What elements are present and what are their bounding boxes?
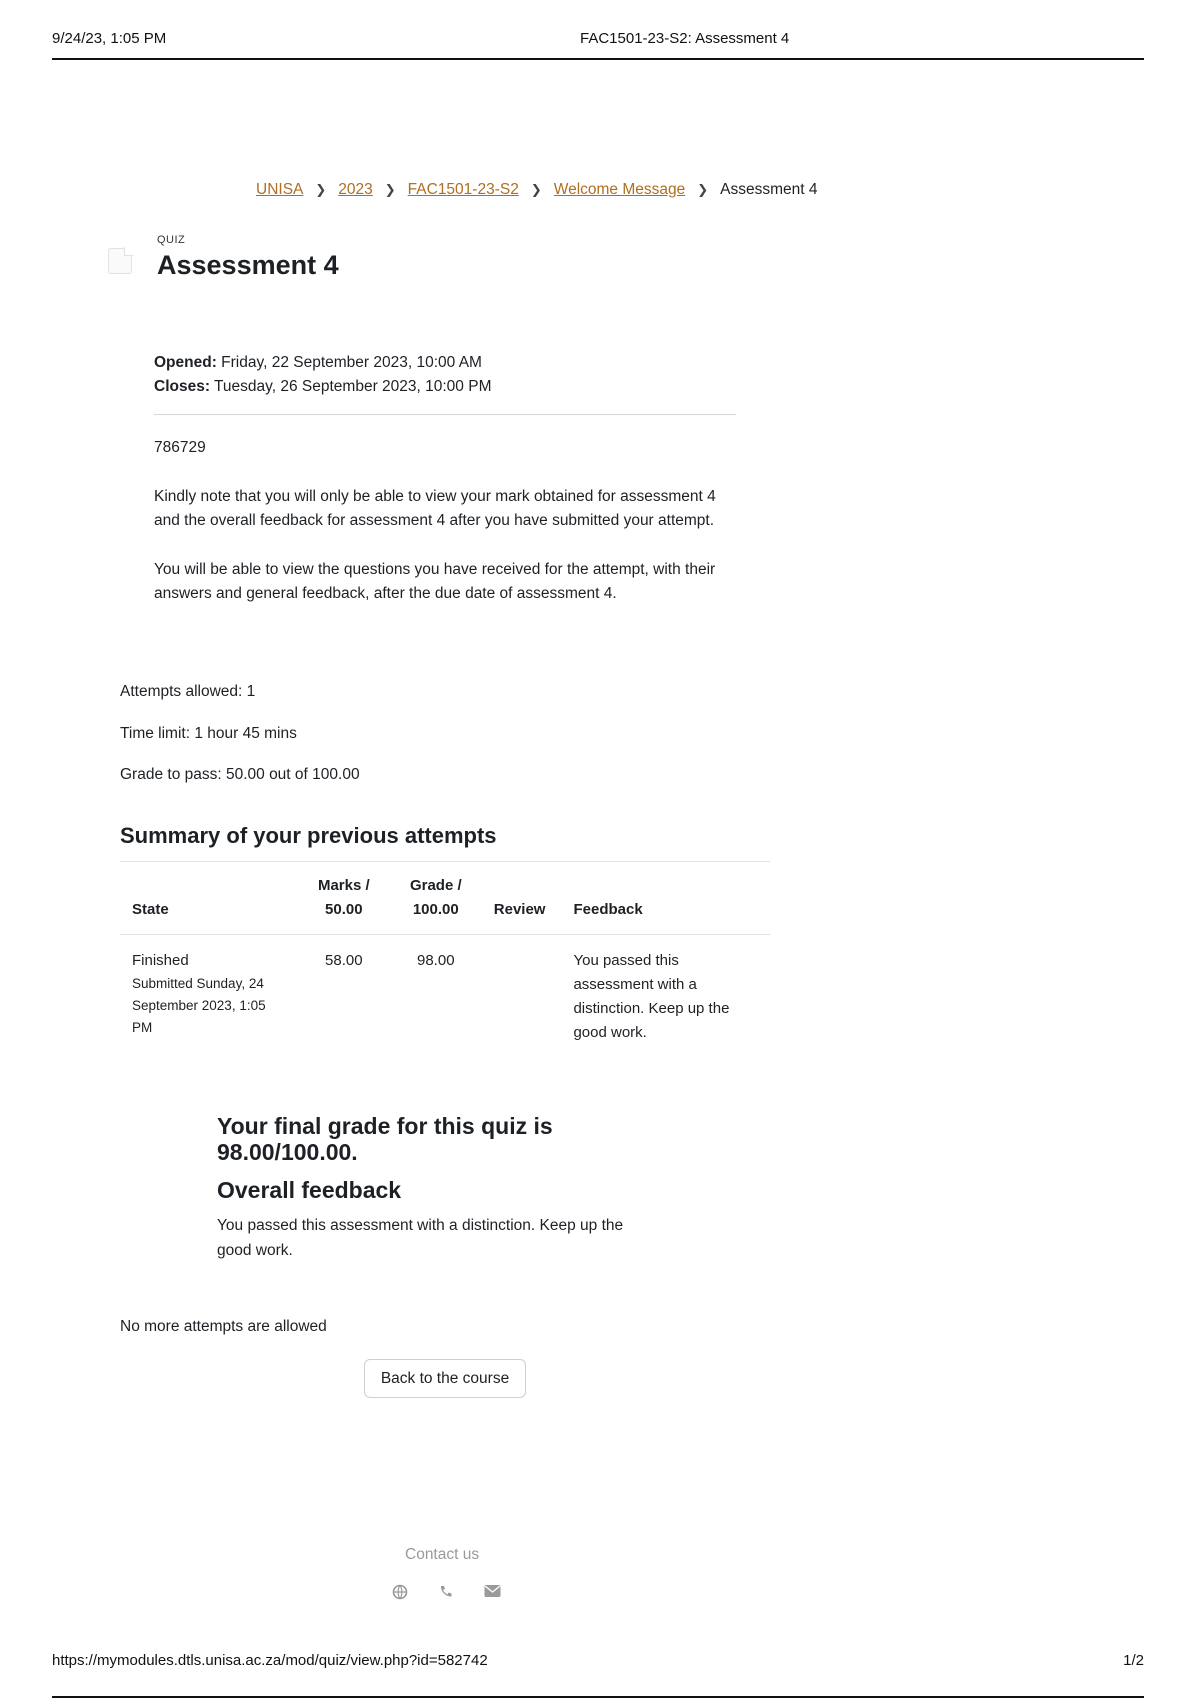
breadcrumb-course[interactable]: FAC1501-23-S2 (407, 181, 519, 198)
breadcrumb-unisa[interactable]: UNISA (256, 181, 304, 198)
print-footer-divider (52, 1696, 1144, 1698)
cell-review (482, 935, 562, 1060)
page-title: Assessment 4 (157, 250, 339, 280)
opened-label: Opened: (154, 354, 217, 371)
no-more-attempts: No more attempts are allowed (120, 1318, 327, 1335)
activity-type-label: QUIZ (157, 234, 186, 246)
header-grade: Grade / 100.00 (390, 862, 482, 935)
table-header-row (120, 862, 770, 935)
phone-icon[interactable] (438, 1584, 456, 1600)
quiz-intro (154, 436, 739, 631)
print-page-number: 1/2 (1123, 1652, 1144, 1669)
closes-date (154, 375, 491, 399)
print-footer-url: https://mymodules.dtls.unisa.ac.za/mod/quiz/view.php?id=582742 (52, 1652, 488, 1669)
header-state: State (120, 862, 298, 935)
envelope-icon[interactable] (484, 1584, 502, 1600)
time-limit: Time limit: 1 hour 45 mins (120, 725, 297, 742)
attempts-table (120, 861, 770, 1059)
overall-feedback-text: You passed this assessment with a distinction. Keep up the good work. (217, 1217, 624, 1259)
closes-label: Closes: (154, 378, 210, 395)
attempts-allowed: Attempts allowed: 1 (120, 683, 256, 700)
breadcrumb-welcome-message[interactable]: Welcome Message (553, 181, 686, 198)
cell-state: Finished Submitted Sunday, 24 September 2023, 1:05 PM (120, 935, 298, 1060)
opened-value: Friday, 22 September 2023, 10:00 AM (216, 354, 482, 371)
result-box (217, 1113, 687, 1263)
contact-us-link[interactable]: Contact us (405, 1546, 480, 1563)
activity-dates (154, 351, 491, 399)
summary-title: Summary of your previous attempts (120, 823, 497, 848)
intro-code: 786729 (154, 439, 206, 456)
header-feedback: Feedback (561, 862, 770, 935)
grade-to-pass: Grade to pass: 50.00 out of 100.00 (120, 766, 360, 783)
chevron-right-icon: ❯ (697, 182, 709, 197)
chevron-right-icon: ❯ (530, 182, 542, 197)
back-to-course-button[interactable]: Back to the course (364, 1359, 526, 1398)
print-page-title: FAC1501-23-S2: Assessment 4 (580, 30, 790, 47)
submitted-date: Submitted Sunday, 24 September 2023, 1:05 PM (132, 976, 266, 1035)
print-date: 9/24/23, 1:05 PM (52, 30, 167, 47)
breadcrumb-current: Assessment 4 (720, 181, 818, 198)
print-header (52, 28, 1144, 60)
intro-paragraph-2: You will be able to view the questions you have received for the attempt, with their answers and general feedback, after the due date of assessment 4. (154, 560, 716, 602)
header-marks: Marks / 50.00 (298, 862, 390, 935)
cell-grade: 98.00 (417, 952, 455, 969)
breadcrumb-2023[interactable]: 2023 (338, 181, 373, 198)
footer-icons (392, 1584, 502, 1600)
chevron-right-icon: ❯ (384, 182, 396, 197)
intro-paragraph-1: Kindly note that you will only be able to view your mark obtained for assessment 4 and the overall feedback for assessment 4 after you have submitted your attempt. (154, 487, 716, 529)
table-row (120, 935, 770, 1060)
quiz-icon (108, 248, 132, 274)
cell-marks: 58.00 (325, 952, 363, 969)
breadcrumb (256, 181, 818, 199)
final-grade: Your final grade for this quiz is 98.00/100.00. (217, 1113, 553, 1165)
cell-feedback: You passed this assessment with a distinction. Keep up the good work. (573, 952, 730, 1041)
globe-icon[interactable] (392, 1584, 410, 1600)
chevron-right-icon: ❯ (315, 182, 327, 197)
overall-feedback-title: Overall feedback (217, 1177, 402, 1203)
header-review: Review (482, 862, 562, 935)
opened-date (154, 351, 491, 375)
divider (154, 414, 736, 415)
closes-value: Tuesday, 26 September 2023, 10:00 PM (210, 378, 492, 395)
